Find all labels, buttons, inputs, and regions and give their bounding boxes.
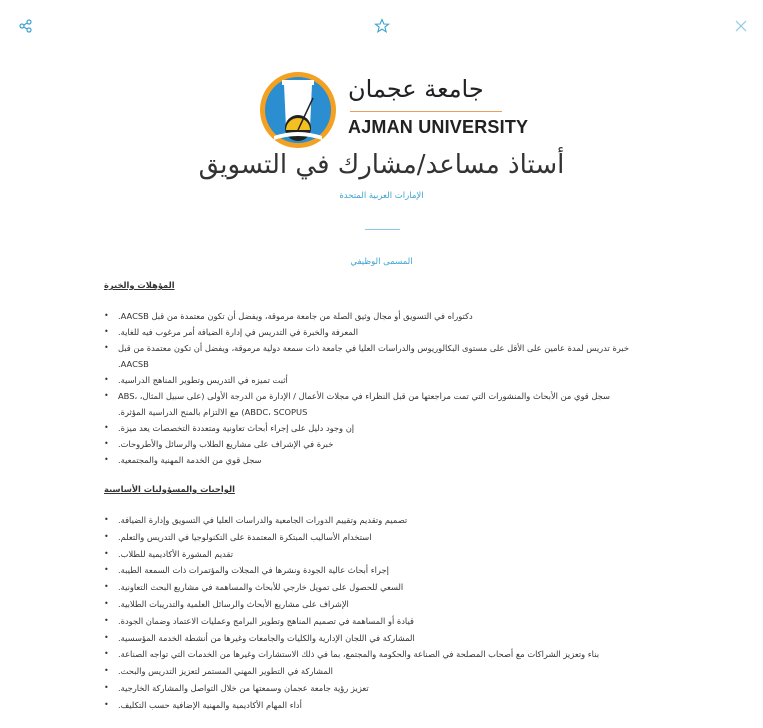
list-item: • دكتوراه في التسويق أو مجال وثيق الصلة من جامعة مرموقة، ويفضل أن تكون معتمدة من قبل AACSB. <box>104 311 473 321</box>
job-title: أستاذ مساعد/مشارك في التسويق <box>198 150 565 180</box>
close-icon[interactable] <box>733 18 749 34</box>
share-icon[interactable] <box>18 18 34 34</box>
logo-divider <box>350 111 502 112</box>
list-item: • سجل قوي من الأبحاث والمنشورات التي تمت مراجعتها من قبل النظراء في مجلات الأعمال / الإدارة من الدرجة الأولى (على سبيل المثال، ABS، ABDC، SCOPUS) مع الالتزام بالمنح الدراسية المؤثرة. <box>104 391 610 417</box>
list-item: • تقديم المشورة الأكاديمية للطلاب. <box>104 548 234 559</box>
job-location[interactable]: الإمارات العربية المتحدة <box>339 191 424 201</box>
qualifications-heading: المؤهلات والخبرة <box>104 280 175 290</box>
list-item: • خبرة في الإشراف على مشاريع الطلاب والرسائل والأطروحات. <box>104 439 334 449</box>
list-item: • سجل قوي من الخدمة المهنية والمجتمعية. <box>104 455 262 465</box>
list-item: • السعي للحصول على تمويل خارجي للأبحاث والمساهمة في مشاريع البحث التعاونية. <box>104 582 404 593</box>
star-icon[interactable] <box>374 18 390 34</box>
list-item: • تصميم وتقديم وتقييم الدورات الجامعية والدراسات العليا في التسويق وإدارة الضيافة. <box>104 515 408 525</box>
section-label: المسمى الوظيفي <box>350 257 413 267</box>
top-toolbar <box>0 0 763 50</box>
list-item: • أداء المهام الأكاديمية والمهنية الإضافية حسب التكليف. <box>104 699 302 710</box>
list-item: • إن وجود دليل على إجراء أبحاث تعاونية ومتعددة التخصصات يعد ميزة. <box>104 423 355 433</box>
qualifications-list <box>104 308 664 468</box>
ajman-university-logo: جامعة عجمان AJMAN UNIVERSITY <box>258 70 518 154</box>
list-item: • تعزيز رؤية جامعة عجمان وسمعتها من خلال التواصل والمشاركة الخارجية. <box>104 682 369 693</box>
list-item: • المعرفة والخبرة في التدريس في إدارة الضيافة أمر مرغوب فيه للغاية. <box>104 327 359 337</box>
list-item: • إجراء أبحاث عالية الجودة ونشرها في المجلات والمؤتمرات ذات السمعة الطيبة. <box>104 565 389 576</box>
university-seal-icon <box>258 70 338 150</box>
list-item: • استخدام الأساليب المبتكرة المعتمدة على التكنولوجيا في التدريس والتعلم. <box>104 531 372 542</box>
divider <box>365 229 400 230</box>
list-item: • أثبت تميزه في التدريس وتطوير المناهج الدراسية. <box>104 375 288 385</box>
duties-list <box>104 512 664 714</box>
list-item: • خبرة تدريس لمدة عامين على الأقل على مستوى البكالوريوس والدراسات العليا في جامعة ذات سمعة دولية مرموقة، ويفضل أن تكون معتمدة من قبل AACSB. <box>104 343 630 369</box>
list-item: • الإشراف على مشاريع الأبحاث والرسائل العلمية والتدريبات الطلابية. <box>104 598 349 609</box>
list-item: • المشاركة في اللجان الإدارية والكليات والجامعات وغيرها من أنشطة الخدمة المؤسسية. <box>104 632 415 643</box>
list-item: • قيادة أو المساهمة في تصميم المناهج وتطوير البرامج وعمليات الاعتماد وضمان الجودة. <box>104 615 414 626</box>
list-item: • المشاركة في التطوير المهني المستمر لتعزيز التدريس والبحث. <box>104 666 333 677</box>
list-item: • بناء وتعزيز الشراكات مع أصحاب المصلحة في الصناعة والحكومة والمجتمع، بما في ذلك الاستشارات وغيرها من الخدمات التي تواجه الصناعة. <box>104 649 600 660</box>
job-description <box>104 278 664 728</box>
duties-heading: الواجبات والمسؤوليات الأساسية <box>104 484 235 494</box>
